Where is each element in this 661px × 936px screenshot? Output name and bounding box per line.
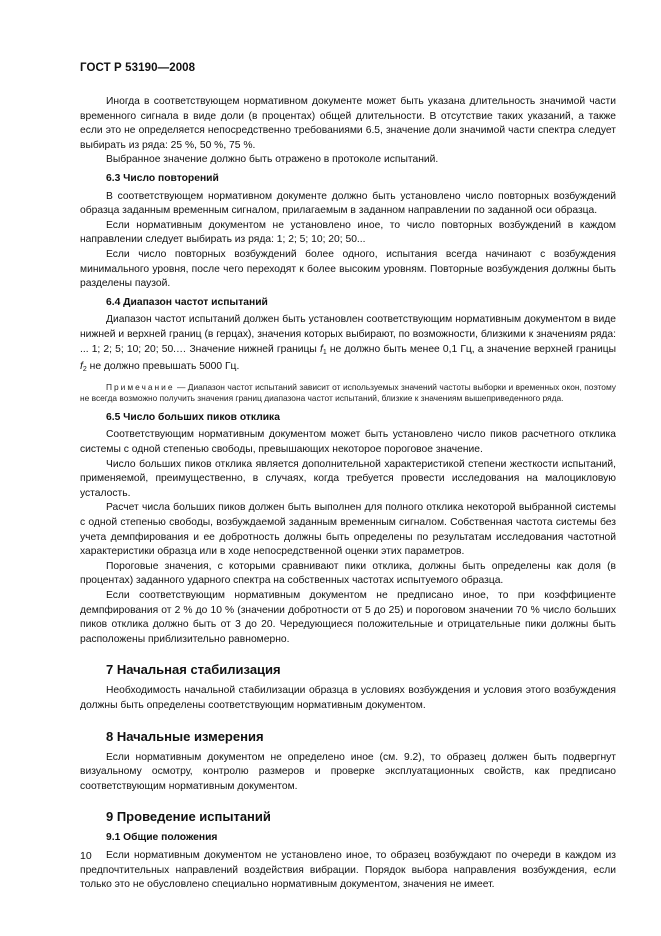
paragraph: Выбранное значение должно быть отражено в протоколе испытаний. <box>106 154 439 166</box>
section-heading-6-3: 6.3 Число повторений <box>106 172 219 184</box>
paragraph: В соответствующем нормативном документе должно быть установлено число повторных возбуждений образца заданным временным сигналом, прилагаемым в заданном направлении по заданной оси образца. <box>80 190 616 217</box>
paragraph: Если нормативным документом не определено иное (см. 9.2), то образец должен быть подвергнут визуальному осмотру, контролю размеров и проверке эксплуатационных свойств, как предписано соответствующим нормативным документом. <box>80 751 616 792</box>
paragraph: Если число повторных возбуждений более одного, испытания всегда начинают с возбуждения минимального уровня, после чего переходят к более высоким уровням. Повторные возбуждения должны быть разделены паузой. <box>80 248 616 290</box>
paragraph: Пороговые значения, с которыми сравнивают пики отклика, должны быть определены как доля (в процентах) заданного ударного спектра на собственных частотах испытуемого образца. <box>80 560 616 587</box>
symbol-f1: f <box>319 343 323 355</box>
section-heading-9-1: 9.1 Общие положения <box>106 832 218 844</box>
subscript-2: 2 <box>82 366 87 374</box>
note-block <box>80 382 616 405</box>
paragraph: Необходимость начальной стабилизации образца в условиях возбуждения и условия этого возбуждения должны быть определены соответствующим нормативным документом. <box>80 685 616 711</box>
paragraph: Если соответствующим нормативным документом не предписано иное, то при коэффициенте демпфирования от 2 % до 10 % (значении добротности от 5 до 25) и пороговом значении 70 % число больших пиков отклика должно быть от 3 до 20. Чередующиеся положительные и отрицательные пики должны быть расположены приблизительно равномерно. <box>80 590 616 645</box>
paragraph: Иногда в соответствующем нормативном документе может быть указана длительность значимой части временного сигнала в виде доли (в процентах) общей длительности. В отсутствие таких указаний, а также если это не определяется непосредственно требованиями 6.5, значение доли значимой части спектра следует выбирать из ряда: 25 %, 50 %, 75 %. <box>80 96 616 151</box>
running-header: ГОСТ Р 53190—2008 <box>80 62 196 74</box>
section-heading-8: 8 Начальные измерения <box>106 728 264 744</box>
section-heading-6-4: 6.4 Диапазон частот испытаний <box>106 296 268 308</box>
page-content <box>80 95 616 893</box>
note-text: — Диапазон частот испытаний зависит от используемых значений частоты выборки и временных окон, поэтому не всегда возможно получить значения границ диапазона частот испытаний, близкие к значениям вышеприведенного ряда. <box>80 381 616 404</box>
paragraph-frequency-range: Диапазон частот испытаний должен быть установлен соответствующим нормативным документом в виде нижней и верхней границ (в герцах), значения которых выбирают, по возможности, близкими к значениям ряда: ... 1; 2; 5; 10; 20; 50.… Значение нижней границы $f_1$ не должно быть менее 0,1 Гц, а значение верхней границы $f_2$ не должно превышать 5000 Гц. <box>80 314 617 374</box>
paragraph: Если нормативным документом не установлено иное, то число повторных возбуждений в каждом направлении следует выбирать из ряда: 1; 2; 5; 10; 20; 50... <box>80 219 616 246</box>
paragraph: Расчет числа больших пиков должен быть выполнен для полного отклика некоторой выбранной системы с одной степенью свободы, возбуждаемой заданным временным сигналом. Собственная частота системы без учета демпфирования и ее добротность должны быть определены по результатам исследования частотной характеристики образца или в ходе непосредственной оценки этих параметров. <box>80 502 616 558</box>
section-heading-9: 9 Проведение испытаний <box>106 809 271 825</box>
paragraph: Соответствующим нормативным документом может быть установлено число пиков расчетного отклика системы с одной степенью свободы, превышающих некоторое пороговое значение. <box>80 429 616 456</box>
section-heading-7: 7 Начальная стабилизация <box>106 662 281 678</box>
paragraph: Если нормативным документом не установлено иное, то образец возбуждают по очереди в каждом из предпочтительных направлений воздействия вибрации. Порядок выбора направления возбуждения, если только это не обусловлено специально нормативным документом, значения не имеет. <box>80 849 616 891</box>
note-label: Примечание <box>106 381 175 392</box>
subscript-1: 1 <box>322 348 327 356</box>
page-number: 10 <box>80 850 92 862</box>
section-heading-6-5: 6.5 Число больших пиков отклика <box>106 411 280 423</box>
paragraph: Число больших пиков отклика является дополнительной характеристикой степени жесткости испытаний, применяемой, преимущественно, в случаях, когда требуется провести исследования на малоцикловую усталость. <box>80 458 616 499</box>
symbol-f2: f <box>80 361 83 373</box>
